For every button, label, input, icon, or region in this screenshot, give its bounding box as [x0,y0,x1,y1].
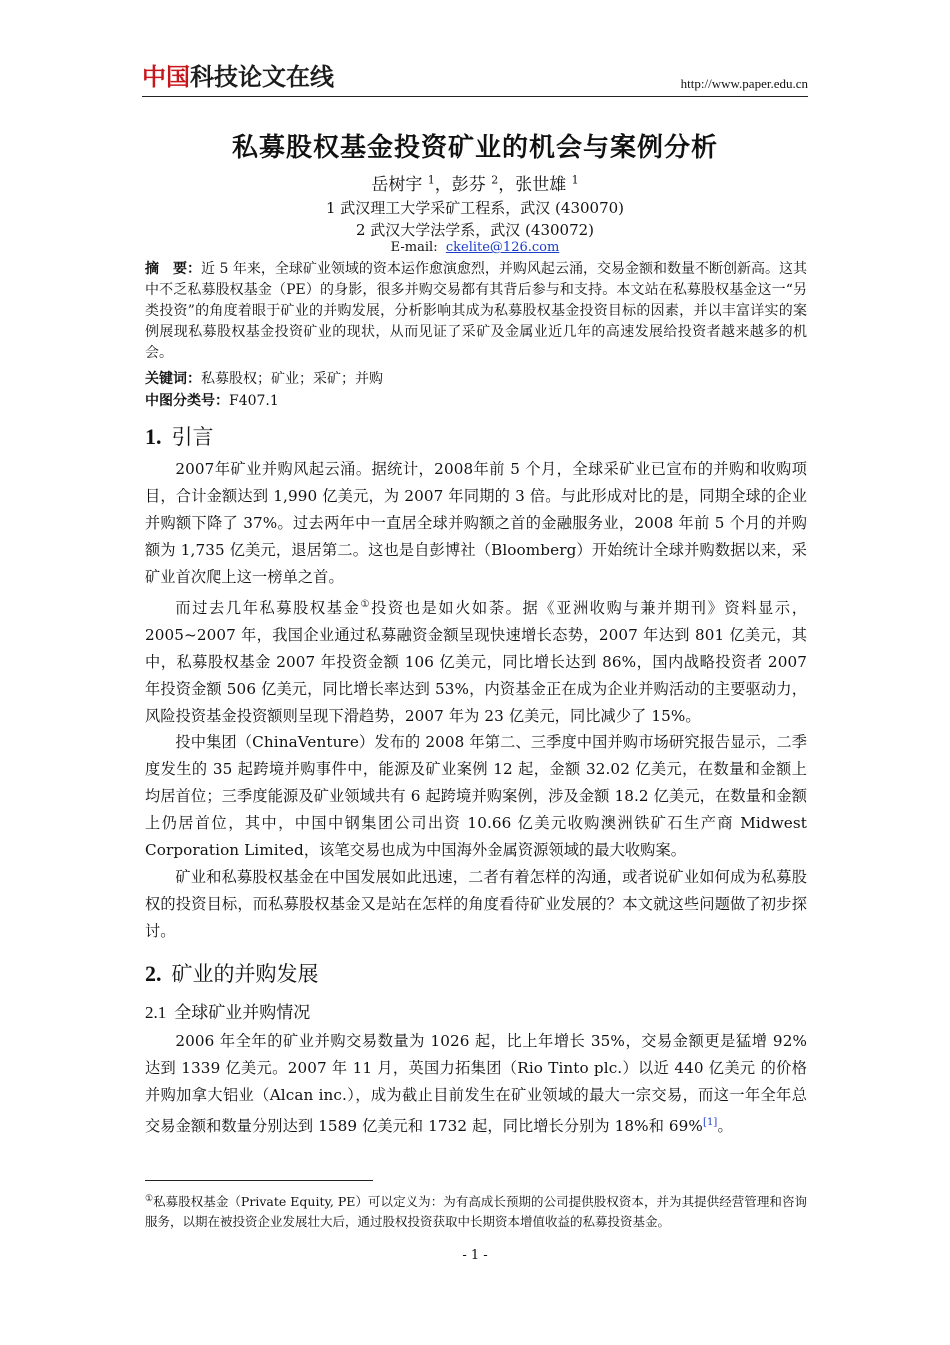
paragraph-text: 2006 年全年的矿业并购交易数量为 1026 起，比上年增长 35%，交易金额更是猛增 92% 达到 1339 亿美元。2007 年 11 月，英国力拓集团（Rio Tinto plc.）以近 440 亿美元 的价格并购加拿大铝业（Alcan inc.），成为截止目前发生在矿业领域的最大一宗交易，而这一年全年总交易金额和数量分别达到 1589 亿美元和 1732 起，同比增长分别为 18%和 69% [145,1032,807,1136]
page-number: - 1 - [462,1248,488,1263]
body-paragraph-4: 矿业和私募股权基金在中国发展如此迅速，二者有着怎样的沟通，或者说矿业如何成为私募股权的投资目标，而私募股权基金又是站在怎样的角度看待矿业发展的？本文就这些问题做了初步探讨。 [145,868,807,940]
keywords [145,369,807,390]
logo-part-sci: 科技论文在线 [190,63,334,91]
author-affil-mark: 2 [491,173,499,187]
keywords-text: 私募股权；矿业；采矿；并购 [201,371,383,387]
site-logo[interactable] [142,64,334,90]
abstract-label: 摘 要： [145,261,202,277]
abstract-text: 近 5 年来，全球矿业领域的资本运作愈演愈烈，并购风起云涌，交易金额和数量不断创新高。这其中不乏私募股权基金（PE）的身影，很多并购交易都有其背后参与和支持。本文站在私募股权基金这一“另类投资”的角度着眼于矿业的并购发展，分析影响其成为私募股权基金投资目标的因素，并以丰富详实的案例展现私募股权基金投资矿业的现状，从而见证了采矿及金属业近几年的高速发展给投资者越来越多的机会。 [145,261,808,361]
subsection-number: 2.1 [145,1003,167,1022]
site-url-link[interactable]: http://www.paper.edu.cn [680,76,808,91]
body-paragraph-1: 2007年矿业并购风起云涌。据统计，2008年前 5 个月，全球采矿业已宣布的并购和收购项目，合计金额达到 1,990 亿美元，为 2007 年同期的 3 倍。与此形成对比的是，同期全球的企业并购额下降了 37%。过去两年中一直居全球并购额之首的金融服务业，2008 年前 5 个月的并购额为 1,735 亿美元，退居第二。这也是自彭博社（Bloomberg）开始统计全球并购数据以来，采矿业首次爬上这一榜单之首。 [145,460,807,586]
paper-title: 私募股权基金投资矿业的机会与案例分析 [231,133,718,163]
footnote-mark[interactable]: ① [360,599,372,610]
classification-label: 中图分类号： [145,393,229,409]
subsection-title: 全球矿业并购情况 [174,1003,311,1023]
keywords-label: 关键词： [145,371,201,387]
body-paragraph-3: 投中集团（ChinaVenture）发布的 2008 年第二、三季度中国并购市场研究报告显示，二季度发生的 35 起跨境并购事件中，能源及矿业案例 12 起，金额 32.02 亿美元，在数量和金额上均居首位；三季度能源及矿业领域共有 6 起跨境并购案例，涉及金额 18.2 亿美元，在数量和金额上仍居首位，其中，中国中钢集团公司出资 10.66 亿美元收购澳洲铁矿石生产商 Midwest Corporation Limited，该笔交易也成为中国海外金属资源领域的最大收购案。 [145,733,807,859]
email-link[interactable]: ckelite@126.com [445,240,560,255]
affiliation-2: 2 武汉大学法学系，武汉 (430072) [355,221,595,239]
classification [145,391,807,412]
page-header [142,62,808,97]
body-paragraph-2 [145,591,807,730]
section-number: 2. [145,961,162,986]
paragraph-text: 而过去几年私募股权基金 [175,599,361,618]
section-heading-mining-ma [145,958,319,988]
paragraph-text: 投资也是如火如荼。据《亚洲收购与兼并期刊》资料显示，2005~2007 年，我国企业通过私募融资金额呈现快速增长态势，2007 年达到 801 亿美元，其中，私募股权基金 2007 年投资金额 106 亿美元，同比增长达到 86%，国内战略投资者 2007 年投资金额 506 亿美元，同比增长率达到 53%，内资基金正在成为企业并购活动的主要驱动力，风险投资基金投资额则呈现下滑趋势，2007 年为 23 亿美元，同比减少了 15%。 [145,599,807,726]
logo-part-china: 中国 [142,63,190,91]
author-affil-mark: 1 [571,173,579,187]
footnote-text: 私募股权基金（Private Equity, PE）可以定义为：为有高成长预期的公司提供股权资本，并为其提供经营管理和咨询服务，以期在被投资企业发展壮大后，通过股权投资获取中长期资本增值收益的私募投资基金。 [145,1194,807,1230]
email-line [0,240,950,255]
body-paragraph-5 [145,1028,807,1140]
footnote [145,1189,807,1232]
section-title: 引言 [171,425,214,449]
citation-link[interactable]: [1] [702,1117,718,1128]
email-label: E-mail: [390,240,438,255]
affiliation-1: 1 武汉理工大学采矿工程系，武汉 (430070) [325,199,625,217]
paragraph-end: 。 [717,1117,733,1136]
section-heading-intro [145,421,214,451]
footnote-mark: ① [145,1194,154,1204]
subsection-heading-global [145,998,310,1023]
classification-code: F407.1 [229,393,279,409]
author-name: 岳树宇 [371,175,423,195]
section-title: 矿业的并购发展 [171,962,319,986]
section-number: 1. [145,424,162,449]
abstract [145,259,807,364]
author-affil-mark: 1 [427,173,435,187]
footnote-divider [145,1180,373,1181]
author-list [0,170,950,195]
author-separator: ， [434,175,452,195]
author-name: 张世雄 [515,175,567,195]
author-separator: ， [498,175,516,195]
author-name: 彭芬 [451,175,486,195]
